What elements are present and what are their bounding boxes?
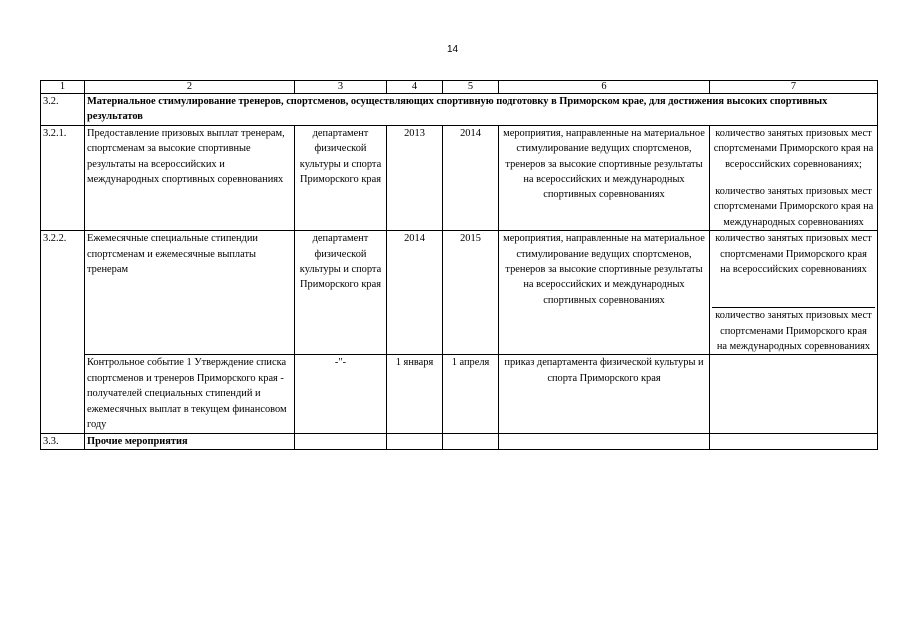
activity-name: Ежемесячные специальные стипендии спортсменам и ежемесячные выплаты тренерам: [85, 231, 295, 355]
indicators: [710, 125, 878, 230]
indicator-all-russian: количество занятых призовых мест спортсменами Приморского края на всероссийских соревнованиях: [712, 231, 875, 308]
header-cell: 2: [85, 81, 295, 94]
activity-description: мероприятия, направленные на материальное стимулирование ведущих спортсменов, тренеров за высокие спортивные результаты на всероссийских и международных спортивных соревнованиях: [499, 125, 710, 230]
row-number: 3.2.1.: [41, 125, 85, 230]
section-row-3-3: [41, 433, 878, 449]
section-row-3-2: [41, 94, 878, 126]
executor: департамент физической культуры и спорта Приморского края: [295, 125, 387, 230]
empty-cell: [295, 433, 387, 449]
row-number: 3.2.2.: [41, 231, 85, 433]
empty-cell: [710, 433, 878, 449]
page-number: 14: [446, 44, 459, 55]
empty-cell: [443, 433, 499, 449]
control-event-name: Контрольное событие 1 Утверждение списка спортсменов и тренеров Приморского края - получателей специальных стипендий и ежемесячных выплат в текущем финансовом году: [85, 355, 295, 433]
section-number: 3.2.: [41, 94, 85, 126]
indicator-international: количество занятых призовых мест спортсменами Приморского края на международных соревнованиях: [715, 310, 872, 353]
header-cell: 5: [443, 81, 499, 94]
indicators-empty: [710, 355, 878, 433]
indicator-international: количество занятых призовых мест спортсменами Приморского края на международных соревнованиях: [713, 186, 874, 228]
section-number: 3.3.: [41, 433, 85, 449]
program-activities-table: [40, 80, 878, 450]
table-row-3-2-2: [41, 231, 878, 355]
activity-description: приказ департамента физической культуры и спорта Приморского края: [499, 355, 710, 433]
section-title: Материальное стимулирование тренеров, спортсменов, осуществляющих спортивную подготовку в Приморском крае, для достижения высоких спортивных результатов: [85, 94, 878, 126]
indicator-all-russian: количество занятых призовых мест спортсменами Приморского края на всероссийских соревнованиях;: [713, 127, 874, 170]
start-date: 2014: [387, 231, 443, 355]
indicators: [710, 231, 878, 355]
executor: департамент физической культуры и спорта Приморского края: [295, 231, 387, 355]
header-cell: 3: [295, 81, 387, 94]
executor: -"-: [295, 355, 387, 433]
header-cell: 4: [387, 81, 443, 94]
header-cell: 6: [499, 81, 710, 94]
table-row-3-2-1: [41, 125, 878, 230]
empty-cell: [499, 433, 710, 449]
section-title: Прочие мероприятия: [85, 433, 295, 449]
table-row-control-event: [41, 355, 878, 433]
empty-cell: [387, 433, 443, 449]
end-date: 2015: [443, 231, 499, 355]
start-date: 2013: [387, 125, 443, 230]
activity-name: Предоставление призовых выплат тренерам, спортсменам за высокие спортивные результаты на всероссийских и международных спортивных соревнованиях: [85, 125, 295, 230]
activity-description: мероприятия, направленные на материальное стимулирование ведущих спортсменов, тренеров за высокие спортивные результаты на всероссийских и международных спортивных соревнованиях: [499, 231, 710, 355]
end-date: 1 апреля: [443, 355, 499, 433]
end-date: 2014: [443, 125, 499, 230]
header-row: [41, 81, 878, 94]
header-cell: 7: [710, 81, 878, 94]
start-date: 1 января: [387, 355, 443, 433]
header-cell: 1: [41, 81, 85, 94]
